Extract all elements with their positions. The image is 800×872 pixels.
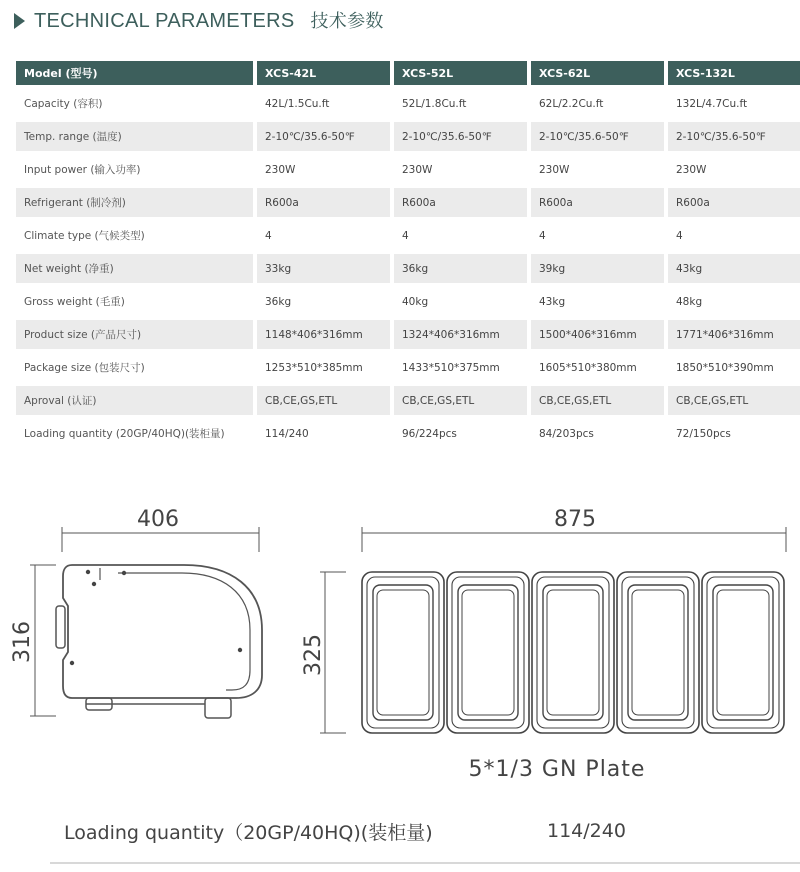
table-cell: 72/150pcs bbox=[664, 419, 800, 448]
table-cell: 1433*510*375mm bbox=[390, 353, 527, 382]
screw-dot bbox=[92, 582, 96, 586]
table-cell: 1324*406*316mm bbox=[390, 320, 527, 349]
table-cell: 230W bbox=[253, 155, 390, 184]
table-cell: 43kg bbox=[664, 254, 800, 283]
row-label: Aproval (认证) bbox=[16, 386, 253, 415]
side-view-dots bbox=[70, 570, 242, 665]
table-cell: 2-10℃/35.6-50℉ bbox=[253, 122, 390, 151]
table-row bbox=[16, 188, 800, 217]
pan-outline bbox=[447, 572, 529, 733]
column-header: XCS-42L bbox=[253, 61, 390, 85]
row-label: Package size (包装尺寸) bbox=[16, 353, 253, 382]
table-cell: 39kg bbox=[527, 254, 664, 283]
loading-quantity-label: Loading quantity（20GP/40HQ)(装柜量) bbox=[64, 822, 433, 844]
table-cell: CB,CE,GS,ETL bbox=[390, 386, 527, 415]
pan-outline bbox=[377, 590, 429, 715]
table-cell: R600a bbox=[664, 188, 800, 217]
table-cell: 42L/1.5Cu.ft bbox=[253, 89, 390, 118]
handle bbox=[56, 606, 65, 648]
table-cell: 230W bbox=[664, 155, 800, 184]
table-cell: R600a bbox=[253, 188, 390, 217]
table-cell: 4 bbox=[253, 221, 390, 250]
table-cell: 4 bbox=[664, 221, 800, 250]
table-row bbox=[16, 221, 800, 250]
table-cell: 114/240 bbox=[253, 419, 390, 448]
table-row bbox=[16, 419, 800, 448]
table-body bbox=[16, 89, 800, 448]
table-cell: CB,CE,GS,ETL bbox=[253, 386, 390, 415]
pan-outline bbox=[717, 590, 769, 715]
gn-pans bbox=[362, 572, 784, 733]
row-label: Capacity (容积) bbox=[16, 89, 253, 118]
pan-outline bbox=[628, 585, 688, 720]
table-row bbox=[16, 89, 800, 118]
table-header-row bbox=[16, 61, 800, 85]
pan-caption: 5*1/3 GN Plate bbox=[468, 757, 646, 782]
screw-dot bbox=[86, 570, 90, 574]
column-header: XCS-52L bbox=[390, 61, 527, 85]
table-cell: 36kg bbox=[390, 254, 527, 283]
pan-outline bbox=[632, 590, 684, 715]
table-cell: 132L/4.7Cu.ft bbox=[664, 89, 800, 118]
column-header: Model (型号) bbox=[16, 61, 253, 85]
pan-outline bbox=[362, 572, 444, 733]
table-row bbox=[16, 122, 800, 151]
gn-pan bbox=[702, 572, 784, 733]
table-cell: 33kg bbox=[253, 254, 390, 283]
top-view bbox=[320, 527, 786, 733]
table-cell: 1605*510*380mm bbox=[527, 353, 664, 382]
pan-outline bbox=[707, 577, 779, 728]
pan-outline bbox=[452, 577, 524, 728]
foot-right bbox=[205, 698, 231, 718]
gn-pan bbox=[447, 572, 529, 733]
table-cell: 40kg bbox=[390, 287, 527, 316]
side-view bbox=[30, 527, 262, 718]
gn-pan bbox=[617, 572, 699, 733]
table-row bbox=[16, 353, 800, 382]
pan-outline bbox=[532, 572, 614, 733]
table-cell: CB,CE,GS,ETL bbox=[527, 386, 664, 415]
lid-line bbox=[118, 573, 250, 690]
column-header: XCS-62L bbox=[527, 61, 664, 85]
row-label: Net weight (净重) bbox=[16, 254, 253, 283]
divider bbox=[50, 862, 800, 864]
top-width-label: 875 bbox=[554, 507, 596, 532]
pan-outline bbox=[702, 572, 784, 733]
gn-pan bbox=[362, 572, 444, 733]
pan-outline bbox=[367, 577, 439, 728]
table-cell: 43kg bbox=[527, 287, 664, 316]
top-height-label: 325 bbox=[301, 634, 326, 676]
pan-outline bbox=[713, 585, 773, 720]
side-height-label: 316 bbox=[10, 621, 35, 663]
table-cell: 84/203pcs bbox=[527, 419, 664, 448]
table-cell: 48kg bbox=[664, 287, 800, 316]
loading-quantity-footer bbox=[0, 808, 800, 872]
row-label: Loading quantity (20GP/40HQ)(装柜量) bbox=[16, 419, 253, 448]
title-en: TECHNICAL PARAMETERS bbox=[34, 10, 295, 32]
pan-outline bbox=[462, 590, 514, 715]
title-cn: 技术参数 bbox=[310, 11, 384, 32]
screw-dot bbox=[122, 571, 126, 575]
table-cell: 1500*406*316mm bbox=[527, 320, 664, 349]
table-row bbox=[16, 155, 800, 184]
row-label: Input power (输入功率) bbox=[16, 155, 253, 184]
loading-quantity-value: 114/240 bbox=[547, 820, 626, 842]
table-row bbox=[16, 320, 800, 349]
arrow-right-icon bbox=[14, 13, 25, 29]
table-cell: 230W bbox=[527, 155, 664, 184]
table-row bbox=[16, 287, 800, 316]
table-row bbox=[16, 254, 800, 283]
row-label: Refrigerant (制冷剂) bbox=[16, 188, 253, 217]
table-cell: 4 bbox=[390, 221, 527, 250]
pan-outline bbox=[373, 585, 433, 720]
column-header: XCS-132L bbox=[664, 61, 800, 85]
pan-outline bbox=[537, 577, 609, 728]
pan-outline bbox=[617, 572, 699, 733]
table-cell: 1253*510*385mm bbox=[253, 353, 390, 382]
table-cell: 230W bbox=[390, 155, 527, 184]
side-width-label: 406 bbox=[137, 507, 179, 532]
table-cell: CB,CE,GS,ETL bbox=[664, 386, 800, 415]
pan-outline bbox=[622, 577, 694, 728]
table-cell: 4 bbox=[527, 221, 664, 250]
section-header bbox=[0, 0, 800, 42]
pan-outline bbox=[458, 585, 518, 720]
table-cell: 1148*406*316mm bbox=[253, 320, 390, 349]
table-cell: 96/224pcs bbox=[390, 419, 527, 448]
table-cell: 2-10℃/35.6-50℉ bbox=[390, 122, 527, 151]
table-cell: 52L/1.8Cu.ft bbox=[390, 89, 527, 118]
gn-pan bbox=[532, 572, 614, 733]
parameters-table bbox=[16, 57, 800, 452]
table-cell: R600a bbox=[390, 188, 527, 217]
table-cell: 62L/2.2Cu.ft bbox=[527, 89, 664, 118]
pan-outline bbox=[547, 590, 599, 715]
table-cell: 1850*510*390mm bbox=[664, 353, 800, 382]
table-cell: 1771*406*316mm bbox=[664, 320, 800, 349]
row-label: Temp. range (温度) bbox=[16, 122, 253, 151]
technical-drawing bbox=[0, 480, 800, 810]
table-row bbox=[16, 386, 800, 415]
row-label: Gross weight (毛重) bbox=[16, 287, 253, 316]
pan-outline bbox=[543, 585, 603, 720]
table-cell: 2-10℃/35.6-50℉ bbox=[664, 122, 800, 151]
table-cell: 36kg bbox=[253, 287, 390, 316]
row-label: Climate type (气候类型) bbox=[16, 221, 253, 250]
table-cell: R600a bbox=[527, 188, 664, 217]
row-label: Product size (产品尺寸) bbox=[16, 320, 253, 349]
section-title bbox=[34, 7, 384, 33]
table-cell: 2-10℃/35.6-50℉ bbox=[527, 122, 664, 151]
screw-dot bbox=[238, 648, 242, 652]
screw-dot bbox=[70, 661, 74, 665]
